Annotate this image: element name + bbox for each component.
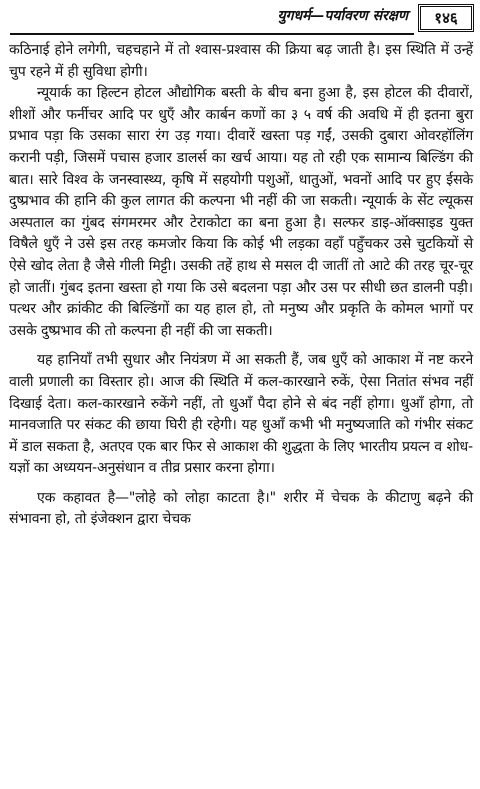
page-number-box	[418, 4, 474, 32]
page-number: १४६	[434, 9, 458, 27]
paragraph-3: यह हानियाँ तभी सुधार और नियंत्रण में आ सकती हैं, जब धुएँ को आकाश में नष्ट करने वाली प्रणाली का विस्तार हो। आज की स्थिति में कल-कारखाने रुकें, ऐसा नितांत संभव नहीं दिखाई देता। कल-कारखाने रुकेंगे नहीं, तो धुआँ पैदा होने से बंद नहीं होगा। धुआँ होगा, तो मानवजाति पर संकट की छाया घिरी ही रहेगी। यह धुआँ कभी भी मनुष्यजाति को गंभीर संकट में डाल सकता है, अतएव एक बार फिर से आकाश की शुद्धता के लिए भारतीय प्रयत्न व शोध-यज्ञों का अध्ययन-अनुसंधान व तीव्र प्रसार करना होगा।	[9, 352, 473, 477]
running-title: युगधर्म—पर्यावरण संरक्षण	[277, 8, 408, 24]
page-header	[0, 0, 480, 36]
body-text	[9, 40, 473, 531]
header-rule	[10, 33, 414, 35]
paragraph-2: न्यूयार्क का हिल्टन होटल औद्योगिक बस्ती के बीच बना हुआ है, इस होटल की दीवारों, शीशों और फर्नीचर आदि पर धुएँ और कार्बन कणों का ३ ५ वर्ष की अवधि में ही इतना बुरा प्रभाव पड़ा कि उसका सारा रंग उड़ गया। दीवारें खस्ता पड़ गईं, उसकी दुबारा ओवरहॉलिंग करानी पड़ी, जिसमें पचास हजार डालर्स का खर्च आया। यह तो रही एक सामान्य बिल्डिंग की बात। सारे विश्व के जनस्वास्थ्य, कृषि में सहयोगी पशुओं, धातुओं, भवनों आदि पर हुए ईसके दुष्प्रभाव की हानि की कुल लागत की कल्पना भी नहीं की जा सकती। न्यूयार्क के सेंट ल्यूकस अस्पताल का गुंबद संगमरमर और टेराकोटा का बना हुआ है। सल्फर डाइ-ऑक्साइड युक्त विषैले धुएँ ने उसे इस तरह कमजोर किया कि कोई भी लड़का वहाँ पहुँचकर उसे चुटकियों से ऐसे खोद लेता है जैसे गीली मिट्टी। उसकी तहें हाथ से मसल दी जातीं तो आटे की तरह चूर-चूर हो जातीं। गुंबद इतना खस्ता हो गया कि उसे बदलना पड़ा और उस पर सीधी छत डालनी पड़ी। पत्थर और क्रांकीट की बिल्डिंगों का यह हाल हो, तो मनुष्य और प्रकृति के कोमल भागों पर उसके दुष्प्रभाव की तो कल्पना ही नहीं की जा सकती।	[9, 85, 473, 339]
paragraph-4: एक कहावत है—"लोहे को लोहा काटता है।" शरीर में चेचक के कीटाणु बढ़ने की संभावना हो, तो इंजेक्शन द्वारा चेचक	[9, 489, 473, 528]
paragraph-1: कठिनाई होने लगेगी, चहचहाने में तो श्वास-प्रश्वास की क्रिया बढ़ जाती है। इस स्थिति में उन्हें चुप रहने में ही सुविधा होगी।	[9, 42, 473, 80]
